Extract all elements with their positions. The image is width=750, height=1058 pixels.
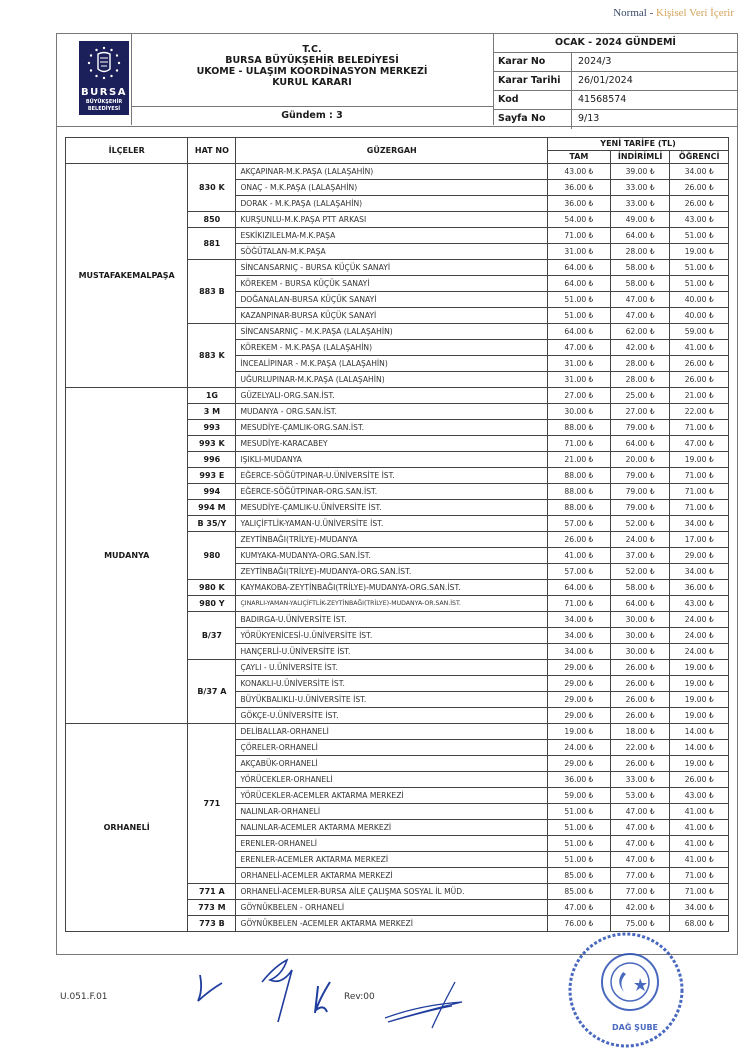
meta-label: Kod [493, 91, 572, 109]
fare-discounted-cell: 33.00 ₺ [610, 180, 670, 196]
route-cell: ORHANELİ-ACEMLER-BURSA AİLE ÇALIŞMA SOSYAL İL MÜD. [236, 884, 548, 900]
fare-full-cell: 59.00 ₺ [548, 788, 611, 804]
line-number-cell: 850 [188, 212, 236, 228]
route-cell: YÖRÜCEKLER-ORHANELİ [236, 772, 548, 788]
line-number-cell: 773 B [188, 916, 236, 932]
decision-meta-table [493, 34, 738, 129]
fare-full-cell: 51.00 ₺ [548, 820, 611, 836]
route-cell: ÇINARLI-YAMAN-YALIÇİFTLİK-ZEYTİNBAĞI(TRİLYE)-MUDANYA-OR.SAN.İST. [236, 596, 548, 612]
fare-full-cell: 51.00 ₺ [548, 836, 611, 852]
meta-label: Karar No [493, 53, 572, 71]
route-cell: DORAK - M.K.PAŞA (LALAŞAHİN) [236, 196, 548, 212]
fare-student-cell: 19.00 ₺ [670, 244, 729, 260]
fare-full-cell: 31.00 ₺ [548, 372, 611, 388]
route-cell: KURŞUNLU-M.K.PAŞA PTT ARKASI [236, 212, 548, 228]
fare-discounted-cell: 52.00 ₺ [610, 564, 670, 580]
fare-discounted-cell: 30.00 ₺ [610, 644, 670, 660]
route-cell: GÜZELYALI-ORG.SAN.İST. [236, 388, 548, 404]
fare-student-cell: 19.00 ₺ [670, 708, 729, 724]
line-number-cell: 830 K [188, 164, 236, 212]
fare-full-cell: 34.00 ₺ [548, 644, 611, 660]
route-cell: DELİBALLAR-ORHANELİ [236, 724, 548, 740]
fare-student-cell: 36.00 ₺ [670, 580, 729, 596]
fare-student-cell: 26.00 ₺ [670, 180, 729, 196]
fare-discounted-cell: 58.00 ₺ [610, 580, 670, 596]
route-cell: HANÇERLİ-U.ÜNİVERSİTE İST. [236, 644, 548, 660]
fare-student-cell: 51.00 ₺ [670, 276, 729, 292]
fare-student-cell: 71.00 ₺ [670, 868, 729, 884]
fare-full-cell: 85.00 ₺ [548, 868, 611, 884]
fare-discounted-cell: 47.00 ₺ [610, 852, 670, 868]
fare-discounted-cell: 79.00 ₺ [610, 420, 670, 436]
line-number-cell: B/37 [188, 612, 236, 660]
route-cell: YÖRÜKYENİCESİ-U.ÜNİVERSİTE İST. [236, 628, 548, 644]
fare-student-cell: 41.00 ₺ [670, 852, 729, 868]
route-cell: ÇÖRELER-ORHANELİ [236, 740, 548, 756]
fare-student-cell: 24.00 ₺ [670, 612, 729, 628]
fare-discounted-cell: 79.00 ₺ [610, 484, 670, 500]
route-cell: MESUDİYE-ÇAMLIK-ORG.SAN.İST. [236, 420, 548, 436]
fare-student-cell: 41.00 ₺ [670, 836, 729, 852]
fare-full-cell: 51.00 ₺ [548, 852, 611, 868]
agenda-title-row [493, 34, 738, 53]
route-cell: SİNCANSARNIÇ - BURSA KÜÇÜK SANAYİ [236, 260, 548, 276]
fare-full-cell: 29.00 ₺ [548, 692, 611, 708]
revision-label: Rev:00 [344, 992, 375, 1002]
fare-full-cell: 47.00 ₺ [548, 340, 611, 356]
classification-personal-data: Kişisel Veri İçerir [656, 7, 734, 19]
fare-full-cell: 71.00 ₺ [548, 228, 611, 244]
fare-student-cell: 71.00 ₺ [670, 884, 729, 900]
fare-discounted-cell: 37.00 ₺ [610, 548, 670, 564]
fare-discounted-cell: 64.00 ₺ [610, 436, 670, 452]
district-cell: MUDANYA [66, 388, 188, 724]
table-row [66, 724, 729, 740]
route-cell: GÖYNÜKBELEN - ORHANELİ [236, 900, 548, 916]
fare-discounted-cell: 58.00 ₺ [610, 260, 670, 276]
logo-subtext [79, 99, 129, 112]
fare-full-cell: 34.00 ₺ [548, 628, 611, 644]
route-cell: GÖKÇE-U.ÜNİVERSİTE İST. [236, 708, 548, 724]
fare-discounted-cell: 79.00 ₺ [610, 468, 670, 484]
fare-discounted-cell: 26.00 ₺ [610, 692, 670, 708]
route-cell: KÖREKEM - M.K.PAŞA (LALAŞAHİN) [236, 340, 548, 356]
fare-discounted-cell: 33.00 ₺ [610, 772, 670, 788]
fare-discounted-cell: 47.00 ₺ [610, 836, 670, 852]
fare-student-cell: 68.00 ₺ [670, 916, 729, 932]
fare-student-cell: 34.00 ₺ [670, 164, 729, 180]
fare-full-cell: 31.00 ₺ [548, 356, 611, 372]
fare-table-header [66, 138, 729, 164]
line-number-cell: 980 [188, 532, 236, 580]
fare-full-cell: 71.00 ₺ [548, 436, 611, 452]
table-row [66, 164, 729, 180]
agenda-title: OCAK - 2024 GÜNDEMİ [555, 37, 676, 48]
route-cell: KONAKLI-U.ÜNİVERSİTE İST. [236, 676, 548, 692]
line-number-cell: 771 A [188, 884, 236, 900]
fare-student-cell: 41.00 ₺ [670, 820, 729, 836]
fare-discounted-cell: 58.00 ₺ [610, 276, 670, 292]
svg-text:DAĞ ŞUBE: DAĞ ŞUBE [612, 1023, 659, 1032]
fare-full-cell: 21.00 ₺ [548, 452, 611, 468]
fare-discounted-cell: 52.00 ₺ [610, 516, 670, 532]
meta-value: 9/13 [578, 113, 600, 124]
logo-emblem-icon [86, 45, 122, 81]
fare-discounted-cell: 26.00 ₺ [610, 708, 670, 724]
fare-discounted-cell: 28.00 ₺ [610, 356, 670, 372]
fare-student-cell: 71.00 ₺ [670, 468, 729, 484]
route-cell: KAYMAKOBA-ZEYTİNBAĞI(TRİLYE)-MUDANYA-ORG.SAN.İST. [236, 580, 548, 596]
title-line-municipality: BURSA BÜYÜKŞEHİR BELEDİYESİ [225, 55, 399, 66]
col-header-discounted: İNDİRİMLİ [610, 151, 670, 164]
fare-full-cell: 29.00 ₺ [548, 708, 611, 724]
line-number-cell: 1G [188, 388, 236, 404]
route-cell: ZEYTİNBAĞI(TRİLYE)-MUDANYA-ORG.SAN.İST. [236, 564, 548, 580]
fare-discounted-cell: 33.00 ₺ [610, 196, 670, 212]
fare-full-cell: 64.00 ₺ [548, 580, 611, 596]
route-cell: NALINLAR-ACEMLER AKTARMA MERKEZİ [236, 820, 548, 836]
line-number-cell: B 35/Y [188, 516, 236, 532]
fare-student-cell: 21.00 ₺ [670, 388, 729, 404]
meta-row-code [493, 91, 738, 110]
fare-student-cell: 71.00 ₺ [670, 500, 729, 516]
fare-discounted-cell: 47.00 ₺ [610, 804, 670, 820]
fare-full-cell: 88.00 ₺ [548, 484, 611, 500]
fare-full-cell: 88.00 ₺ [548, 500, 611, 516]
route-cell: KAZANPINAR-BURSA KÜÇÜK SANAYİ [236, 308, 548, 324]
fare-discounted-cell: 42.00 ₺ [610, 340, 670, 356]
line-number-cell: 3 M [188, 404, 236, 420]
signature-3-icon [315, 982, 330, 1013]
fare-full-cell: 64.00 ₺ [548, 276, 611, 292]
route-cell: IŞIKLI-MUDANYA [236, 452, 548, 468]
route-cell: MUDANYA - ORG.SAN.İST. [236, 404, 548, 420]
title-line-ukome: UKOME - ULAŞIM KOORDİNASYON MERKEZİ [196, 66, 428, 77]
fare-discounted-cell: 25.00 ₺ [610, 388, 670, 404]
fare-discounted-cell: 47.00 ₺ [610, 820, 670, 836]
fare-discounted-cell: 47.00 ₺ [610, 308, 670, 324]
fare-student-cell: 24.00 ₺ [670, 644, 729, 660]
route-cell: MESUDİYE-ÇAMLIK-U.ÜNİVERSİTE İST. [236, 500, 548, 516]
table-row [66, 388, 729, 404]
fare-student-cell: 40.00 ₺ [670, 292, 729, 308]
fare-student-cell: 43.00 ₺ [670, 212, 729, 228]
fare-discounted-cell: 77.00 ₺ [610, 884, 670, 900]
route-cell: ORHANELİ-ACEMLER AKTARMA MERKEZİ [236, 868, 548, 884]
route-cell: GÖYNÜKBELEN -ACEMLER AKTARMA MERKEZİ [236, 916, 548, 932]
route-cell: YÖRÜCEKLER-ACEMLER AKTARMA MERKEZİ [236, 788, 548, 804]
route-cell: ZEYTİNBAĞI(TRİLYE)-MUDANYA [236, 532, 548, 548]
fare-full-cell: 30.00 ₺ [548, 404, 611, 420]
fare-full-cell: 31.00 ₺ [548, 244, 611, 260]
route-cell: YALIÇİFTLİK-YAMAN-U.ÜNİVERSİTE İST. [236, 516, 548, 532]
logo-text-bursa: BURSA [81, 87, 127, 98]
fare-discounted-cell: 30.00 ₺ [610, 628, 670, 644]
fare-student-cell: 24.00 ₺ [670, 628, 729, 644]
fare-student-cell: 26.00 ₺ [670, 372, 729, 388]
fare-discounted-cell: 62.00 ₺ [610, 324, 670, 340]
fare-full-cell: 64.00 ₺ [548, 260, 611, 276]
signature-2-icon [262, 960, 292, 1022]
logo-text-buyuksehir: BÜYÜKŞEHİR [85, 99, 123, 105]
fare-discounted-cell: 18.00 ₺ [610, 724, 670, 740]
signature-1-icon [198, 975, 222, 1001]
col-header-full: TAM [548, 151, 611, 164]
fare-full-cell: 24.00 ₺ [548, 740, 611, 756]
fare-full-cell: 47.00 ₺ [548, 900, 611, 916]
fare-discounted-cell: 30.00 ₺ [610, 612, 670, 628]
col-header-district: İLÇELER [66, 138, 188, 164]
col-header-line-no: HAT NO [188, 138, 236, 164]
fare-full-cell: 29.00 ₺ [548, 756, 611, 772]
line-number-cell: 996 [188, 452, 236, 468]
fare-full-cell: 36.00 ₺ [548, 180, 611, 196]
fare-full-cell: 27.00 ₺ [548, 388, 611, 404]
fare-discounted-cell: 64.00 ₺ [610, 596, 670, 612]
meta-row-decision-date [493, 72, 738, 91]
fare-full-cell: 36.00 ₺ [548, 772, 611, 788]
fare-discounted-cell: 22.00 ₺ [610, 740, 670, 756]
line-number-cell: 993 K [188, 436, 236, 452]
fare-discounted-cell: 75.00 ₺ [610, 916, 670, 932]
fare-student-cell: 14.00 ₺ [670, 724, 729, 740]
classification-separator: - [646, 7, 656, 19]
line-number-cell: 773 M [188, 900, 236, 916]
bursa-municipality-logo [79, 41, 129, 115]
fare-full-cell: 29.00 ₺ [548, 660, 611, 676]
fare-student-cell: 51.00 ₺ [670, 260, 729, 276]
logo-text-belediyesi: BELEDİYESİ [87, 105, 121, 112]
fare-discounted-cell: 28.00 ₺ [610, 244, 670, 260]
fare-student-cell: 59.00 ₺ [670, 324, 729, 340]
meta-label: Karar Tarihi [493, 72, 572, 90]
fare-table [65, 137, 729, 932]
district-cell: ORHANELİ [66, 724, 188, 932]
fare-full-cell: 51.00 ₺ [548, 308, 611, 324]
meta-value: 2024/3 [578, 56, 612, 67]
meta-row-decision-no [493, 53, 738, 72]
fare-discounted-cell: 28.00 ₺ [610, 372, 670, 388]
line-number-cell: 881 [188, 228, 236, 260]
fare-full-cell: 41.00 ₺ [548, 548, 611, 564]
fare-student-cell: 19.00 ₺ [670, 692, 729, 708]
fare-discounted-cell: 77.00 ₺ [610, 868, 670, 884]
fare-full-cell: 71.00 ₺ [548, 596, 611, 612]
line-number-cell: 993 E [188, 468, 236, 484]
line-number-cell: 771 [188, 724, 236, 884]
fare-student-cell: 26.00 ₺ [670, 772, 729, 788]
fare-student-cell: 40.00 ₺ [670, 308, 729, 324]
fare-discounted-cell: 39.00 ₺ [610, 164, 670, 180]
route-cell: ESKİKIZILELMA-M.K.PAŞA [236, 228, 548, 244]
fare-student-cell: 41.00 ₺ [670, 340, 729, 356]
fare-student-cell: 43.00 ₺ [670, 596, 729, 612]
title-cell [131, 34, 494, 107]
fare-student-cell: 29.00 ₺ [670, 548, 729, 564]
fare-student-cell: 41.00 ₺ [670, 804, 729, 820]
route-cell: NALINLAR-ORHANELİ [236, 804, 548, 820]
classification-label [613, 7, 734, 19]
fare-full-cell: 26.00 ₺ [548, 532, 611, 548]
fare-discounted-cell: 26.00 ₺ [610, 756, 670, 772]
route-cell: SÖĞÜTALAN-M.K.PAŞA [236, 244, 548, 260]
fare-discounted-cell: 64.00 ₺ [610, 228, 670, 244]
fare-student-cell: 34.00 ₺ [670, 900, 729, 916]
fare-full-cell: 76.00 ₺ [548, 916, 611, 932]
fare-full-cell: 57.00 ₺ [548, 564, 611, 580]
route-cell: BADIRGA-U.ÜNİVERSİTE İST. [236, 612, 548, 628]
route-cell: EĞERCE-SÖĞÜTPINAR-U.ÜNİVERSİTE İST. [236, 468, 548, 484]
fare-full-cell: 54.00 ₺ [548, 212, 611, 228]
fare-student-cell: 26.00 ₺ [670, 196, 729, 212]
fare-discounted-cell: 42.00 ₺ [610, 900, 670, 916]
fare-student-cell: 51.00 ₺ [670, 228, 729, 244]
fare-student-cell: 71.00 ₺ [670, 484, 729, 500]
fare-student-cell: 17.00 ₺ [670, 532, 729, 548]
line-number-cell: 994 M [188, 500, 236, 516]
line-number-cell: 980 Y [188, 596, 236, 612]
district-cell: MUSTAFAKEMALPAŞA [66, 164, 188, 388]
fare-discounted-cell: 27.00 ₺ [610, 404, 670, 420]
fare-full-cell: 57.00 ₺ [548, 516, 611, 532]
route-cell: UĞURLUPINAR-M.K.PAŞA (LALAŞAHİN) [236, 372, 548, 388]
fare-student-cell: 19.00 ₺ [670, 676, 729, 692]
line-number-cell: 993 [188, 420, 236, 436]
fare-discounted-cell: 26.00 ₺ [610, 676, 670, 692]
fare-student-cell: 19.00 ₺ [670, 452, 729, 468]
fare-student-cell: 71.00 ₺ [670, 420, 729, 436]
route-cell: İNCEALİPINAR - M.K.PAŞA (LALAŞAHİN) [236, 356, 548, 372]
meta-row-page-no [493, 110, 738, 129]
classification-normal: Normal [613, 7, 647, 19]
route-cell: AKÇAPINAR-M.K.PAŞA (LALAŞAHİN) [236, 164, 548, 180]
fare-full-cell: 64.00 ₺ [548, 324, 611, 340]
route-cell: MESUDİYE-KARACABEY [236, 436, 548, 452]
line-number-cell: 994 [188, 484, 236, 500]
line-number-cell: 980 K [188, 580, 236, 596]
line-number-cell: 883 B [188, 260, 236, 324]
fare-student-cell: 19.00 ₺ [670, 660, 729, 676]
route-cell: ERENLER-ORHANELİ [236, 836, 548, 852]
fare-student-cell: 22.00 ₺ [670, 404, 729, 420]
fare-discounted-cell: 49.00 ₺ [610, 212, 670, 228]
line-number-cell: B/37 A [188, 660, 236, 724]
meta-value: 41568574 [578, 94, 627, 105]
fare-discounted-cell: 24.00 ₺ [610, 532, 670, 548]
col-header-route: GÜZERGAH [236, 138, 548, 164]
signature-4-icon [385, 982, 462, 1028]
fare-full-cell: 51.00 ₺ [548, 292, 611, 308]
fare-student-cell: 19.00 ₺ [670, 756, 729, 772]
line-number-cell: 883 K [188, 324, 236, 388]
fare-full-cell: 88.00 ₺ [548, 420, 611, 436]
fare-full-cell: 34.00 ₺ [548, 612, 611, 628]
fare-discounted-cell: 53.00 ₺ [610, 788, 670, 804]
document-header [57, 34, 737, 127]
document-title [131, 44, 493, 88]
col-header-student: ÖĞRENCİ [670, 151, 729, 164]
meta-label: Sayfa No [493, 110, 572, 129]
fare-student-cell: 26.00 ₺ [670, 356, 729, 372]
fare-full-cell: 19.00 ₺ [548, 724, 611, 740]
fare-discounted-cell: 79.00 ₺ [610, 500, 670, 516]
fare-full-cell: 51.00 ₺ [548, 804, 611, 820]
fare-discounted-cell: 47.00 ₺ [610, 292, 670, 308]
fare-discounted-cell: 26.00 ₺ [610, 660, 670, 676]
fare-student-cell: 43.00 ₺ [670, 788, 729, 804]
fare-student-cell: 14.00 ₺ [670, 740, 729, 756]
route-cell: DOĞANALAN-BURSA KÜÇÜK SANAYİ [236, 292, 548, 308]
logo-cell [57, 34, 132, 125]
route-cell: EĞERCE-SÖĞÜTPINAR-ORG.SAN.İST. [236, 484, 548, 500]
agenda-item-number: Gündem : 3 [131, 106, 494, 125]
form-code: U.051.F.01 [60, 992, 108, 1002]
route-cell: ONAÇ - M.K.PAŞA (LALAŞAHİN) [236, 180, 548, 196]
fare-student-cell: 47.00 ₺ [670, 436, 729, 452]
fare-student-cell: 34.00 ₺ [670, 564, 729, 580]
fare-full-cell: 29.00 ₺ [548, 676, 611, 692]
title-line-board-decision: KURUL KARARI [272, 77, 352, 88]
route-cell: KUMYAKA-MUDANYA-ORG.SAN.İST. [236, 548, 548, 564]
route-cell: ÇAYLI - U.ÜNİVERSİTE İST. [236, 660, 548, 676]
col-header-new-tariff: YENİ TARİFE (TL) [548, 138, 729, 151]
fare-full-cell: 36.00 ₺ [548, 196, 611, 212]
fare-table-body [66, 164, 729, 932]
meta-value: 26/01/2024 [578, 75, 633, 86]
fare-discounted-cell: 20.00 ₺ [610, 452, 670, 468]
route-cell: ERENLER-ACEMLER AKTARMA MERKEZİ [236, 852, 548, 868]
route-cell: SİNCANSARNIÇ - M.K.PAŞA (LALAŞAHİN) [236, 324, 548, 340]
fare-full-cell: 43.00 ₺ [548, 164, 611, 180]
title-line-tc: T.C. [302, 44, 322, 55]
route-cell: AKÇABÜK-ORHANELİ [236, 756, 548, 772]
fare-full-cell: 85.00 ₺ [548, 884, 611, 900]
fare-full-cell: 88.00 ₺ [548, 468, 611, 484]
route-cell: BÜYÜKBALIKLI-U.ÜNİVERSİTE İST. [236, 692, 548, 708]
fare-student-cell: 34.00 ₺ [670, 516, 729, 532]
route-cell: KÖREKEM - BURSA KÜÇÜK SANAYİ [236, 276, 548, 292]
document-frame [56, 33, 738, 955]
